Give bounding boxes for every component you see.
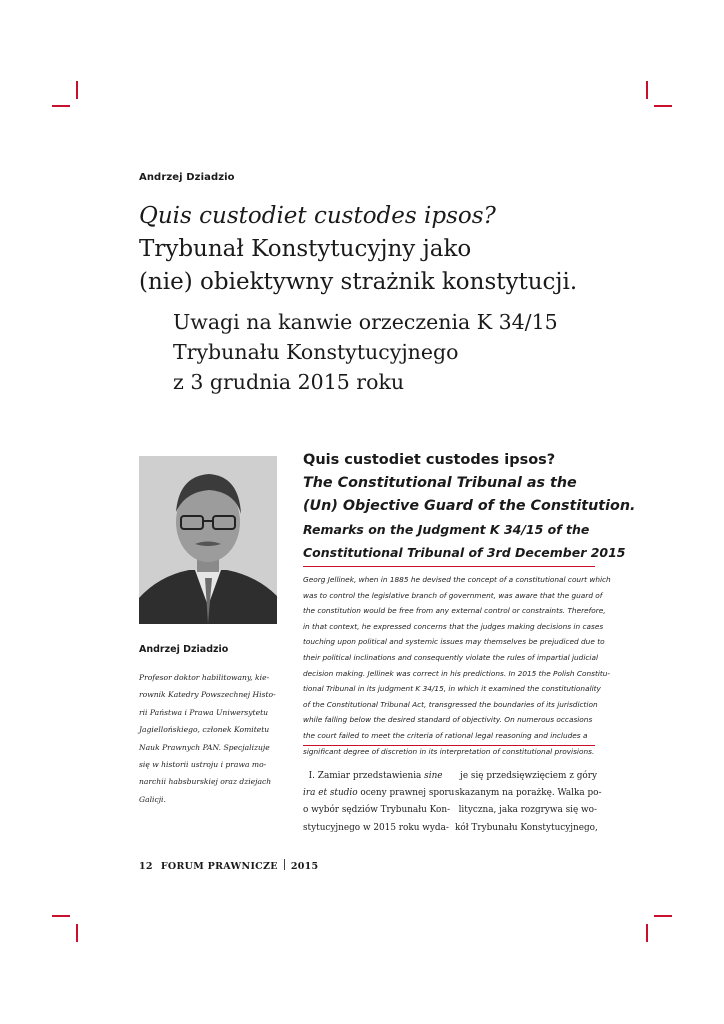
- crop-mark: [646, 924, 648, 942]
- title-line: (nie) obiektywny strażnik konstytucji.: [139, 269, 578, 295]
- crop-mark: [654, 915, 672, 917]
- english-title: [303, 449, 636, 564]
- author-photo: [139, 456, 277, 624]
- body-text: oceny prawnej sporu: [357, 788, 455, 799]
- bio-line: Jagiellońskiego, członek Komitetu: [139, 725, 270, 735]
- bio-line: Galicji.: [139, 794, 166, 804]
- bio-line: rownik Katedry Powszechnej Histo-: [139, 690, 276, 700]
- page-number: 12: [139, 861, 153, 872]
- abstract-top-rule: [303, 566, 595, 567]
- subtitle-line: z 3 grudnia 2015 roku: [173, 370, 405, 394]
- crop-mark: [76, 924, 78, 942]
- abstract-line: decision making. Jellinek was correct in his predictions. In 2015 the Polish Constitu-: [303, 668, 611, 678]
- abstract-line: tional Tribunal in its judgment K 34/15, in which it examined the constitutionality: [303, 684, 601, 694]
- english-title-line: Remarks on the Judgment K 34/15 of the: [303, 522, 590, 537]
- author-portrait-illustration: [139, 456, 277, 624]
- journal-name: FORUM PRAWNICZE: [160, 861, 278, 872]
- abstract-line: the constitution would be free from any external control or constraints. Therefore,: [303, 606, 606, 616]
- body-italic-text: ira et studio: [303, 788, 358, 799]
- body-line: o wybór sędziów Trybunału Kon-: [303, 805, 451, 816]
- title-latin-line: Quis custodiet custodes ipsos?: [139, 203, 496, 229]
- article-subtitle: [173, 307, 653, 397]
- body-italic-text: sine: [424, 771, 443, 781]
- bio-line: Profesor doktor habilitowany, kie-: [139, 673, 270, 682]
- crop-mark: [654, 105, 672, 107]
- abstract-line: while falling below the desired standard of objectivity. On numerous occasions: [303, 715, 593, 725]
- body-text: I. Zamiar przedstawienia: [308, 771, 425, 781]
- body-column-right: [455, 768, 602, 837]
- abstract-line: of the Constitutional Tribunal Act, transgressed the boundaries of its jurisdiction: [303, 699, 598, 709]
- abstract-line: Georg Jellinek, when in 1885 he devised the concept of a constitutional court which: [303, 575, 611, 584]
- abstract-line: touching upon political and systemic issues may themselves be prejudiced due to: [303, 637, 605, 647]
- footer-divider: [284, 859, 285, 870]
- journal-year: 2015: [290, 861, 319, 872]
- abstract-line: their political inclinations and consequently violate the rules of impartial judicial: [303, 652, 599, 662]
- body-column-left: [303, 768, 455, 837]
- sidebar-author-name: Andrzej Dziadzio: [139, 644, 229, 655]
- article-author: Andrzej Dziadzio: [139, 172, 235, 183]
- bio-line: narchii habsburskiej oraz dziejach: [139, 777, 272, 787]
- body-line: [303, 768, 445, 785]
- abstract-line: significant degree of discretion in its interpretation of constitutional provisions.: [303, 746, 595, 756]
- bio-line: Nauk Prawnych PAN. Specjalizuje: [139, 742, 270, 752]
- bio-line: rii Państwa i Prawa Uniwersytetu: [139, 707, 269, 717]
- subtitle-line: Trybunału Konstytucyjnego: [173, 340, 459, 364]
- abstract: [303, 572, 611, 759]
- author-bio: [139, 669, 276, 808]
- page-footer: [139, 859, 318, 872]
- subtitle-line: Uwagi na kanwie orzeczenia K 34/15: [173, 310, 558, 334]
- abstract-line: was to control the legislative branch of government, was aware that the guard of: [303, 590, 603, 600]
- bio-line: się w historii ustroju i prawa mo-: [139, 760, 267, 770]
- crop-mark: [52, 915, 70, 917]
- abstract-bottom-rule: [303, 745, 595, 746]
- body-line: kół Trybunału Konstytucyjnego,: [455, 822, 598, 833]
- crop-mark: [52, 105, 70, 107]
- english-title-line: (Un) Objective Guard of the Constitution.: [303, 498, 636, 514]
- english-title-line: Quis custodiet custodes ipsos?: [303, 452, 556, 468]
- english-title-line: Constitutional Tribunal of 3rd December 2015: [303, 545, 626, 560]
- abstract-line: the court failed to meet the criteria of rational legal reasoning and includes a: [303, 730, 588, 740]
- english-title-line: The Constitutional Tribunal as the: [303, 475, 577, 491]
- article-title: [139, 200, 659, 299]
- body-line: lityczna, jaka rozgrywa się wo-: [458, 805, 597, 816]
- title-line: Trybunał Konstytucyjny jako: [139, 236, 472, 262]
- body-line: skazanym na porażkę. Walka po-: [455, 788, 602, 799]
- body-line: stytucyjnego w 2015 roku wyda-: [303, 822, 449, 833]
- abstract-line: in that context, he expressed concerns that the judges making decisions in cases: [303, 621, 604, 631]
- body-line: je się przedsięwzięciem z góry: [460, 771, 597, 781]
- body-line: [303, 785, 455, 802]
- crop-mark: [76, 81, 78, 99]
- crop-mark: [646, 81, 648, 99]
